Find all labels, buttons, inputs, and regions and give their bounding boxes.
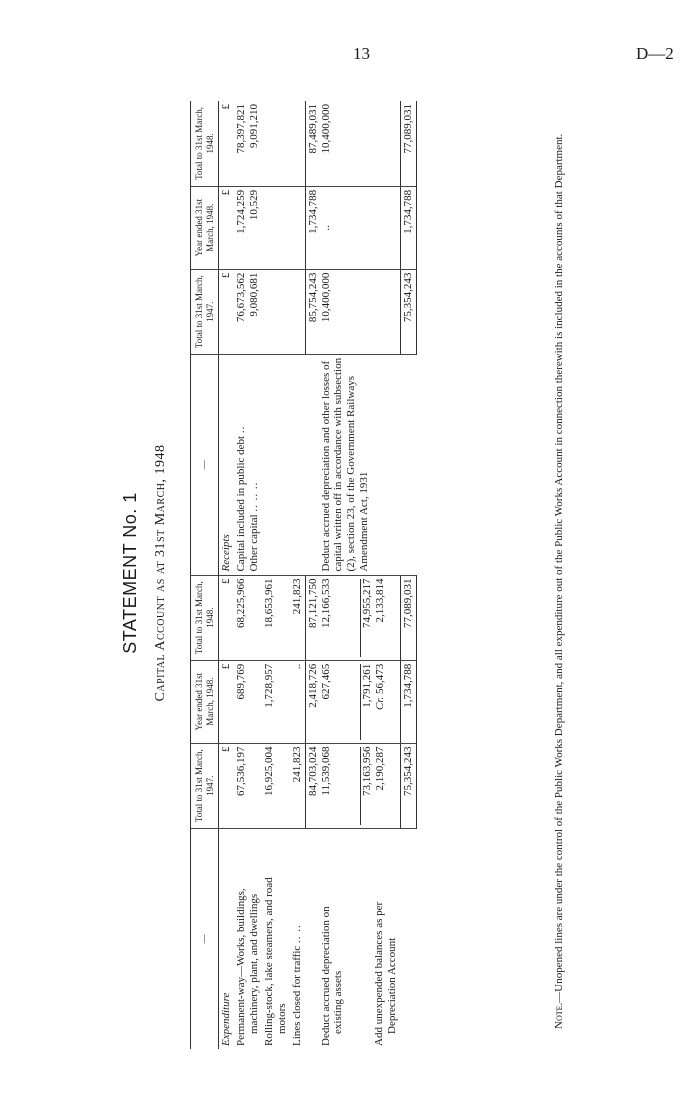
currency-symbol: £ — [219, 575, 234, 660]
receipts-subtotal-year-1948: 1,734,788 — [307, 189, 320, 234]
currency-symbol: £ — [219, 743, 234, 828]
public-debt-total-1948: 78,397,821 — [235, 104, 248, 154]
net-total-1948: 74,955,217 — [360, 579, 374, 657]
public-debt-leader: .. — [235, 425, 248, 434]
unexpended-year-1948: 56,473 — [374, 663, 387, 695]
receipts-heading: Receipts — [219, 354, 234, 575]
other-capital-total-1948: 9,091,210 — [248, 104, 261, 148]
writeoff-label: Deduct accrued depreciation and other losses of capital written off in accordance with subsection (2), section 23, of the Government Railways Amendment Act, 1931 — [319, 357, 371, 572]
writeoff-total-1948: 10,400,000 — [320, 104, 332, 154]
writeoff-label-cell — [306, 354, 401, 575]
rotated-statement — [110, 89, 586, 1057]
receipts-subtotal-1947: 85,754,243 — [307, 272, 320, 323]
capital-account-table — [190, 101, 417, 1049]
statement-subtitle: Capital Account as at 31st March, 1948 — [153, 444, 168, 702]
writeoff-cell-1948 — [306, 101, 401, 186]
depreciation-label-line1: Deduct accrued depreciation on — [319, 906, 332, 1046]
header-row — [191, 101, 219, 1049]
receipts-capital-year-1948 — [234, 186, 262, 269]
table-row — [306, 101, 347, 1049]
permanent-way-year-1948: 689,769 — [234, 660, 262, 743]
public-debt-total-1947: 76,673,562 — [235, 272, 248, 323]
net-total-1947: 73,163,956 — [360, 747, 374, 825]
permanent-way-total-1947: 67,536,197 — [234, 743, 262, 828]
table-row — [234, 101, 262, 1049]
other-capital-label-text: Other capital — [248, 514, 261, 572]
unexpended-cell-year-1948 — [346, 660, 400, 743]
permanent-way-label-line1: Permanent-way—Works, buildings, — [235, 888, 248, 1046]
rolling-stock-total-1947: 16,925,004 — [262, 743, 290, 828]
net-year-1948: 1,791,261 — [360, 664, 374, 740]
header-year-1948-receipts: Year ended 31st March, 1948. — [191, 186, 219, 269]
depreciation-label — [306, 828, 347, 1049]
unexpended-total-1947: 2,190,287 — [374, 746, 387, 791]
currency-symbol: £ — [219, 660, 234, 743]
statement-title: STATEMENT No. 1 — [120, 492, 140, 654]
lines-closed-total-1947: 241,823 — [290, 743, 305, 828]
unexpended-credit-prefix: Cr. — [374, 696, 387, 710]
rolling-stock-label — [262, 828, 290, 1049]
empty-cell — [400, 354, 416, 575]
unexpended-label-line2: Depreciation Account — [386, 937, 399, 1034]
expenditure-heading: Expenditure — [220, 992, 233, 1046]
permanent-way-label — [234, 828, 262, 1049]
receipts-grand-total-1947: 75,354,243 — [400, 269, 416, 354]
depreciation-total-1948: 12,166,533 — [320, 578, 332, 629]
unexpended-total-1948: 2,133,814 — [374, 578, 387, 623]
other-capital-total-1947: 9,080,681 — [248, 272, 261, 317]
public-debt-label — [234, 354, 262, 575]
unexpended-cell-1948 — [346, 575, 400, 660]
depreciation-cell-1947 — [306, 743, 347, 828]
expenditure-subtotal-year-1948: 2,418,726 — [307, 663, 320, 708]
permanent-way-total-1948: 68,225,966 — [234, 575, 262, 660]
currency-symbol: £ — [219, 186, 234, 269]
writeoff-total-1947: 10,400,000 — [320, 272, 332, 323]
header-total-1947: Total to 31st March, 1947. — [191, 743, 219, 828]
lines-closed-label — [290, 828, 305, 1049]
depreciation-cell-1948 — [306, 575, 347, 660]
unexpended-label-line1: Add unexpended balances as per — [373, 901, 386, 1046]
empty-cell — [262, 269, 290, 354]
writeoff-cell-1947 — [306, 269, 401, 354]
receipts-capital-total-1948 — [234, 101, 262, 186]
currency-symbol: £ — [219, 269, 234, 354]
receipts-grand-total-1948: 77,089,031 — [400, 101, 416, 186]
other-capital-leader: .. .. .. — [248, 481, 261, 512]
rolling-stock-label-line1: Rolling-stock, lake steamers, and road — [263, 877, 276, 1046]
currency-symbol: £ — [219, 101, 234, 186]
other-capital-year-1948: 10,529 — [248, 189, 261, 221]
table-row — [290, 101, 305, 1049]
receipts-capital-total-1947 — [234, 269, 262, 354]
header-blank-expenditure: — — [191, 828, 219, 1049]
empty-cell — [290, 354, 305, 575]
empty-cell — [290, 186, 305, 269]
depreciation-year-1948: 627,465 — [320, 663, 332, 700]
expenditure-grand-total-year-1948: 1,734,788 — [400, 660, 416, 743]
lines-closed-label-text: Lines closed for traffic — [291, 945, 304, 1046]
writeoff-cell-year-1948 — [306, 186, 401, 269]
depreciation-cell-year-1948 — [306, 660, 347, 743]
footnote-text: —Unopened lines are under the control of the Public Works Department, and all expenditure out of the Public Works Account in connection therewith is included in the accounts of that Department. — [553, 133, 565, 1003]
unexpended-cell-1947 — [346, 743, 400, 828]
expenditure-grand-total-1947: 75,354,243 — [400, 743, 416, 828]
page-number: 13 — [353, 44, 370, 63]
header-total-1948-receipts: Total to 31st March, 1948. — [191, 101, 219, 186]
rolling-stock-total-1948: 18,653,961 — [262, 575, 290, 660]
empty-cell — [400, 828, 416, 1049]
empty-cell — [262, 354, 290, 575]
rolling-stock-year-1948: 1,728,957 — [262, 660, 290, 743]
lines-closed-year-1948: .. — [290, 660, 305, 743]
rolling-stock-label-line2: motors — [276, 1003, 289, 1034]
table-row — [219, 101, 234, 1049]
lines-closed-leader: .. .. — [291, 924, 304, 943]
expenditure-subtotal-1947: 84,703,024 — [307, 746, 320, 797]
empty-cell — [262, 101, 290, 186]
depreciation-total-1947: 11,539,068 — [320, 746, 332, 796]
grand-total-row — [400, 101, 416, 1049]
header-total-1948: Total to 31st March, 1948. — [191, 575, 219, 660]
expenditure-grand-total-1948: 77,089,031 — [400, 575, 416, 660]
header-blank-receipts: — — [191, 354, 219, 575]
header-total-1947-receipts: Total to 31st March, 1947. — [191, 269, 219, 354]
footnote-label: Note. — [553, 1002, 565, 1029]
document-reference: D—2 — [636, 44, 674, 63]
empty-cell — [262, 186, 290, 269]
lines-closed-total-1948: 241,823 — [290, 575, 305, 660]
depreciation-label-line2: existing assets — [332, 970, 345, 1034]
public-debt-year-1948: 1,724,259 — [235, 189, 248, 234]
permanent-way-label-line2: machinery, plant, and dwellings — [248, 893, 261, 1034]
empty-cell — [290, 269, 305, 354]
empty-cell — [290, 101, 305, 186]
footnote — [552, 103, 567, 1043]
header-year-1948: Year ended 31st March, 1948. — [191, 660, 219, 743]
unexpended-label — [346, 828, 400, 1049]
table-row — [262, 101, 290, 1049]
writeoff-year-1948: .. — [320, 224, 332, 231]
receipts-subtotal-1948: 87,489,031 — [307, 104, 320, 154]
expenditure-subtotal-1948: 87,121,750 — [307, 578, 320, 629]
receipts-grand-total-year-1948: 1,734,788 — [400, 186, 416, 269]
public-debt-label-text: Capital included in public debt — [235, 435, 248, 572]
